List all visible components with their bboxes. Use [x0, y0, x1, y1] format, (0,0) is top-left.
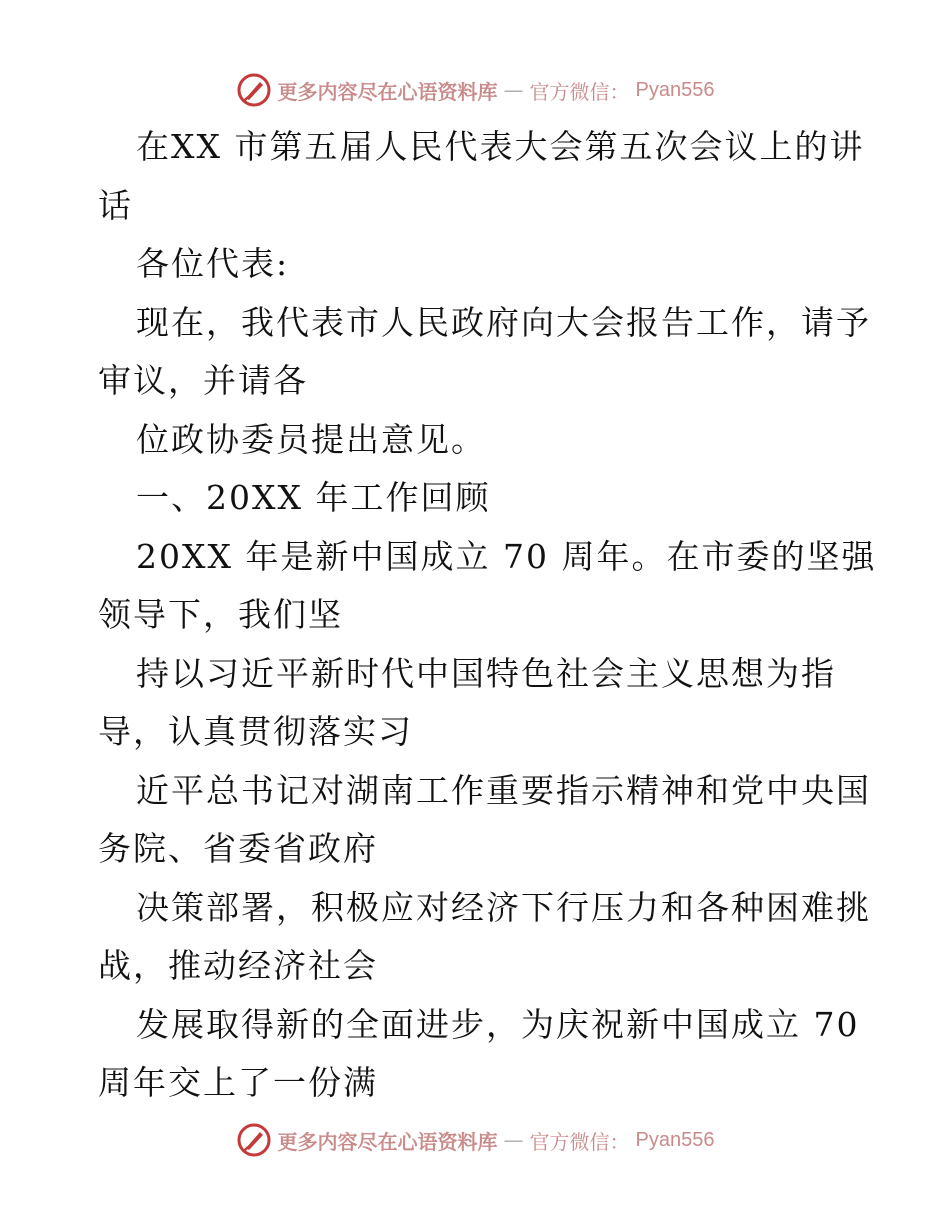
wechat-label: 官方微信：	[529, 1129, 630, 1154]
wechat-id: Pyan556	[635, 1128, 715, 1151]
text-line: 审议，并请各	[98, 361, 308, 400]
wechat-label: 官方微信：	[529, 79, 630, 104]
text-line: 领导下，我们坚	[98, 595, 343, 634]
text-line: 发展取得新的全面进步，为庆祝新中国成立 70	[136, 1004, 860, 1044]
quill-logo-icon	[236, 1122, 272, 1158]
text-line: 一、20XX 年工作回顾	[136, 478, 491, 517]
banner-dash: —	[503, 78, 524, 102]
promo-text: 更多内容尽在心语资料库	[277, 79, 498, 104]
quill-logo-icon	[236, 72, 272, 108]
text-line: 20XX 年是新中国成立 70 周年。在市委的坚强	[136, 536, 877, 576]
wechat-id: Pyan556	[635, 78, 715, 101]
footer-banner	[0, 1120, 950, 1160]
text-line: 务院、省委省政府	[98, 829, 378, 868]
banner-dash: —	[503, 1128, 524, 1152]
text-line: 持以习近平新时代中国特色社会主义思想为指	[136, 653, 836, 693]
text-line: 近平总书记对湖南工作重要指示精神和党中央国	[136, 770, 871, 810]
text-line: 战，推动经济社会	[98, 946, 378, 985]
text-line: 周年交上了一份满	[98, 1063, 378, 1102]
text-line: 现在，我代表市人民政府向大会报告工作，请予	[136, 302, 871, 342]
text-line: 话	[98, 185, 133, 225]
document-body	[98, 118, 877, 1113]
header-banner	[0, 70, 950, 110]
text-line: 在XX 市第五届人民代表大会第五次会议上的讲	[136, 127, 865, 166]
text-line: 位政协委员提出意见。	[136, 419, 486, 459]
text-line: 各位代表:	[136, 244, 290, 283]
text-line: 决策部署，积极应对经济下行压力和各种困难挑	[136, 887, 871, 927]
promo-text: 更多内容尽在心语资料库	[277, 1129, 498, 1154]
text-line: 导，认真贯彻落实习	[98, 712, 413, 751]
